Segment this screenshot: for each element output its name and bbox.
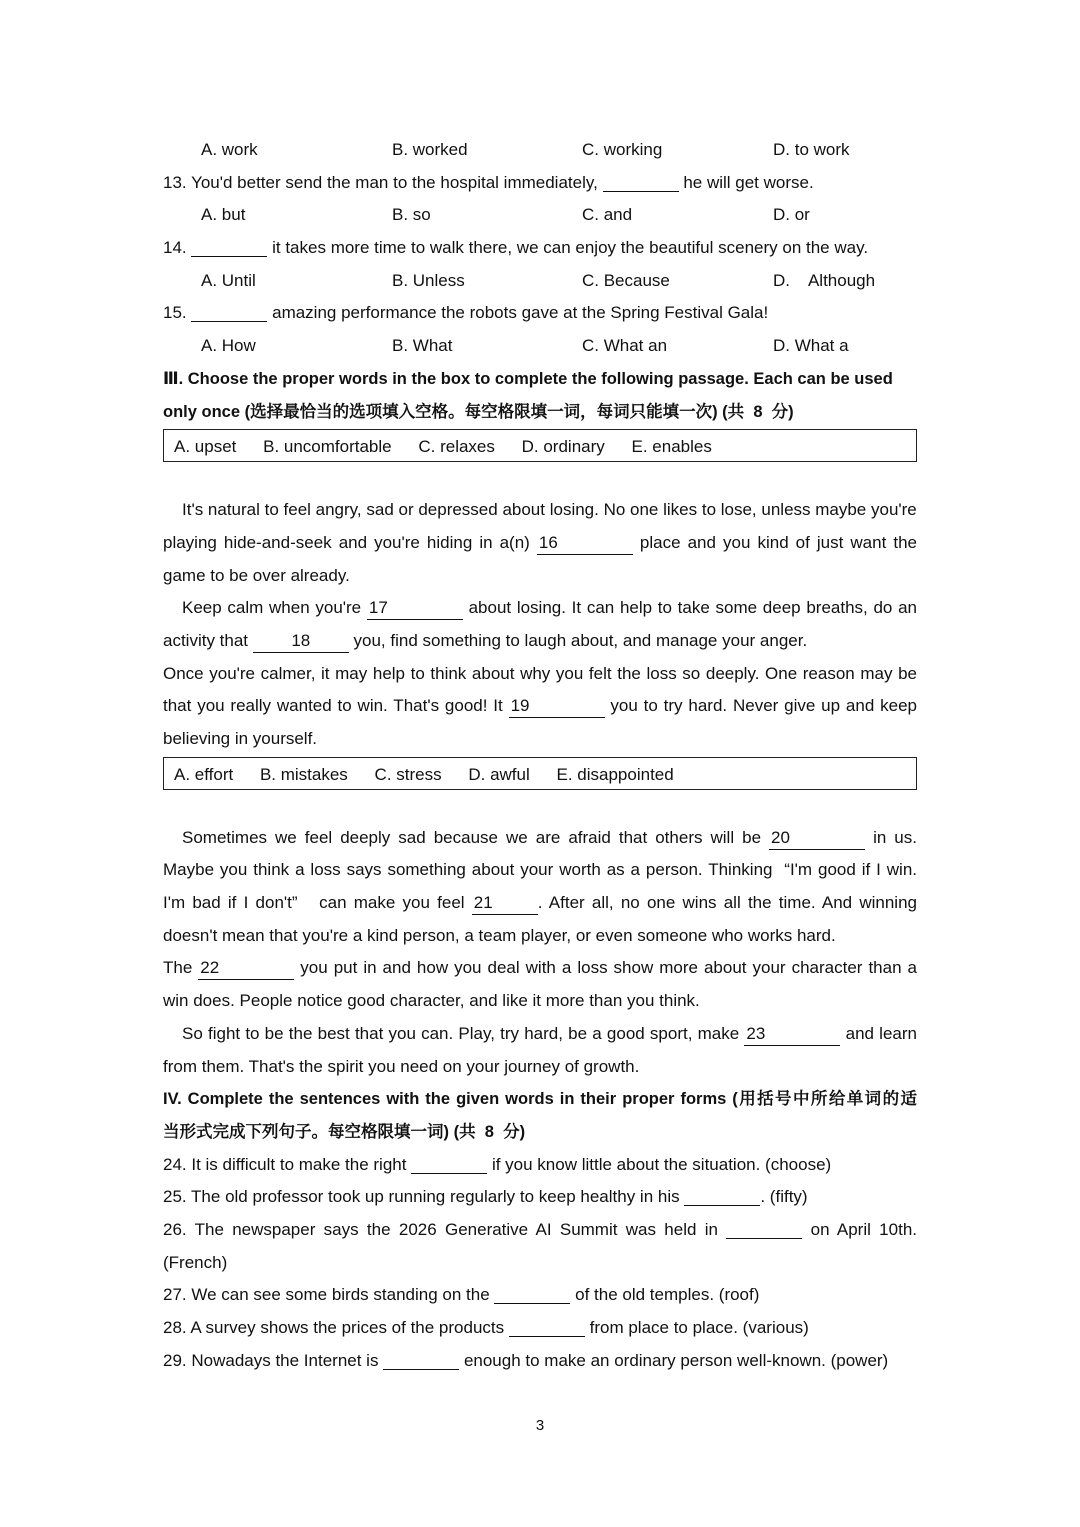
passage-text: about losing. It can help to take some deep breaths, do an: [468, 598, 917, 618]
q14-option-b: B. Unless: [392, 270, 465, 290]
section-3-heading-line-2: only once (选择最恰当的选项填入空格。每空格限填一词，每词只能填一次) (共 8 分): [163, 402, 794, 421]
question-14: [163, 232, 917, 265]
passage-text: playing hide-and-seek and you're hiding in a(n): [163, 532, 530, 552]
q15-text-after: amazing performance the robots gave at the Spring Festival Gala!: [272, 303, 769, 323]
spacer: [163, 462, 917, 494]
q13-option-c: C. and: [582, 205, 633, 225]
blank-18[interactable]: 18: [253, 630, 349, 653]
q14-text-after: it takes more time to walk there, we can enjoy the beautiful scenery on the way.: [272, 238, 869, 258]
blank-22[interactable]: 22: [198, 957, 294, 980]
question-25: [163, 1181, 917, 1214]
q26-blank[interactable]: [726, 1218, 802, 1239]
question-24: [163, 1149, 917, 1182]
q13-blank[interactable]: [603, 171, 679, 192]
word-box-2: [163, 757, 917, 790]
q14-blank[interactable]: [191, 236, 267, 257]
passage-p5-line-2: win does. People notice good character, and like it more than you think.: [163, 991, 700, 1011]
q27-text-after: of the old temples. (roof): [575, 1285, 760, 1305]
passage-text: The: [163, 958, 193, 978]
passage-p1-line-3: game to be over already.: [163, 565, 350, 585]
passage-text: that you really wanted to win. That's good! It: [163, 696, 503, 716]
q12-option-b: B. worked: [392, 140, 468, 159]
word-box-1-option-c: C. relaxes: [418, 437, 495, 457]
passage-p6-line-2: from them. That's the spirit you need on your journey of growth.: [163, 1056, 640, 1076]
q12-option-c: C. working: [582, 140, 663, 159]
question-13: [163, 167, 917, 200]
q28-text-after: from place to place. (various): [589, 1318, 809, 1337]
blank-16[interactable]: 16: [537, 532, 633, 555]
passage-text: in us.: [873, 827, 917, 847]
blank-19[interactable]: 19: [509, 695, 605, 718]
passage-p3-line-3: believing in yourself.: [163, 729, 318, 748]
word-box-2-option-d: D. awful: [468, 764, 530, 784]
passage-p2-line-2: [163, 625, 917, 658]
q13-option-a: A. but: [201, 205, 246, 225]
q14-number: 14.: [163, 238, 187, 258]
passage-p5-line-1: [163, 952, 917, 985]
word-box-1-option-a: A. upset: [174, 437, 237, 457]
passage-text: and learn: [845, 1023, 917, 1043]
q14-option-a: A. Until: [201, 270, 256, 290]
word-box-1-option-b: B. uncomfortable: [263, 437, 392, 457]
question-15: [163, 297, 917, 330]
question-27: [163, 1279, 917, 1312]
q29-text-before: 29. Nowadays the Internet is: [163, 1350, 379, 1370]
word-box-2-option-c: C. stress: [374, 764, 442, 784]
q15-options: [163, 330, 917, 363]
passage-p4-line-1: [163, 822, 917, 855]
q24-text-after: if you know little about the situation. (choose): [491, 1154, 832, 1174]
q29-blank[interactable]: [383, 1349, 459, 1370]
q25-text-before: 25. The old professor took up running regularly to keep healthy in his: [163, 1187, 680, 1207]
passage-p1-line-2: [163, 527, 917, 560]
q13-option-b: B. so: [392, 205, 431, 225]
q24-text-before: 24. It is difficult to make the right: [163, 1154, 407, 1174]
question-28: [163, 1312, 917, 1345]
q29-text-after: enough to make an ordinary person well-known. (power): [463, 1350, 889, 1370]
section-4-heading-line-1: IV. Complete the sentences with the given words in their proper forms (用括号中所给单词的适: [163, 1090, 917, 1109]
q14-option-d: D. Although: [773, 270, 876, 290]
passage-p3-line-2: [163, 690, 917, 723]
q15-option-b: B. What: [392, 336, 453, 356]
q13-number: 13.: [163, 172, 187, 192]
word-box-2-option-b: B. mistakes: [259, 764, 348, 784]
q26-text-after: on April 10th.: [810, 1219, 917, 1239]
q14-options: [163, 265, 917, 298]
blank-17[interactable]: 17: [367, 597, 463, 620]
q26-text-before: 26. The newspaper says the 2026 Generative AI Summit was held in: [163, 1219, 718, 1239]
passage-p4-line-2: Maybe you think a loss says something about your worth as a person. Thinking “I'm good if I win.: [163, 860, 917, 880]
q25-blank[interactable]: [684, 1185, 760, 1206]
passage-text: . After all, no one wins all the time. And winning: [537, 893, 917, 913]
q13-text-after: he will get worse.: [683, 172, 814, 192]
q25-text-after: . (fifty): [760, 1187, 808, 1207]
q15-blank[interactable]: [191, 301, 267, 322]
section-4-heading-line-2: 当形式完成下列句子。每空格限填一词) (共 8 分): [163, 1122, 526, 1141]
passage-text: I'm bad if I don't” can make you feel: [163, 893, 465, 913]
q28-text-before: 28. A survey shows the prices of the products: [163, 1318, 505, 1337]
passage-text: Keep calm when you're: [182, 598, 362, 618]
q15-option-a: A. How: [201, 336, 256, 356]
word-box-1-option-e: E. enables: [631, 437, 712, 457]
q27-blank[interactable]: [494, 1283, 570, 1304]
passage-text: you put in and how you deal with a loss show more about your character than a: [300, 958, 917, 978]
passage-text: you to try hard. Never give up and keep: [610, 696, 917, 716]
q15-number: 15.: [163, 303, 187, 323]
section-3-heading-line-1: Ⅲ. Choose the proper words in the box to complete the following passage. Each can be used: [163, 369, 893, 388]
q24-blank[interactable]: [411, 1153, 487, 1174]
q15-option-d: D. What a: [773, 336, 849, 356]
passage-text: Sometimes we feel deeply sad because we are afraid that others will be: [182, 827, 762, 847]
q13-text-before: You'd better send the man to the hospital immediately,: [191, 172, 598, 192]
question-29: [163, 1345, 917, 1378]
passage-p6-line-1: [163, 1018, 917, 1051]
passage-p4-line-3: [163, 887, 917, 920]
q12-option-d: D. to work: [773, 140, 850, 159]
passage-text: activity that: [163, 630, 249, 650]
passage-p2-line-1: [163, 592, 917, 625]
q12-option-a: A. work: [201, 140, 258, 159]
passage-text: you, find something to laugh about, and manage your anger.: [353, 630, 808, 650]
q28-blank[interactable]: [509, 1316, 585, 1337]
passage-p4-line-4: doesn't mean that you're a kind person, a team player, or even someone who works hard.: [163, 925, 836, 945]
page-number: 3: [535, 1417, 545, 1434]
question-26-hint: (French): [163, 1252, 228, 1272]
q13-options: [163, 199, 917, 232]
blank-20[interactable]: 20: [769, 827, 865, 850]
q27-text-before: 27. We can see some birds standing on the: [163, 1285, 490, 1305]
spacer: [163, 790, 917, 822]
q12-options: [163, 134, 917, 167]
q14-option-c: C. Because: [582, 270, 670, 290]
q15-option-c: C. What an: [582, 336, 668, 356]
passage-p3-line-1: Once you're calmer, it may help to think about why you felt the loss so deeply. One reason may be: [163, 663, 917, 683]
word-box-2-option-a: A. effort: [174, 764, 234, 784]
word-box-1: [163, 429, 917, 462]
blank-21[interactable]: 21: [472, 892, 538, 915]
passage-text: So fight to be the best that you can. Play, try hard, be a good sport, make: [182, 1023, 740, 1043]
passage-p1-line-1: It's natural to feel angry, sad or depressed about losing. No one likes to lose, unless maybe you're: [182, 500, 917, 520]
word-box-1-option-d: D. ordinary: [521, 437, 605, 457]
question-26: [163, 1214, 917, 1247]
page-content: [163, 134, 917, 1377]
q13-option-d: D. or: [773, 205, 810, 225]
word-box-2-option-e: E. disappointed: [556, 764, 674, 784]
blank-23[interactable]: 23: [744, 1023, 840, 1046]
passage-text: place and you kind of just want the: [639, 532, 917, 552]
